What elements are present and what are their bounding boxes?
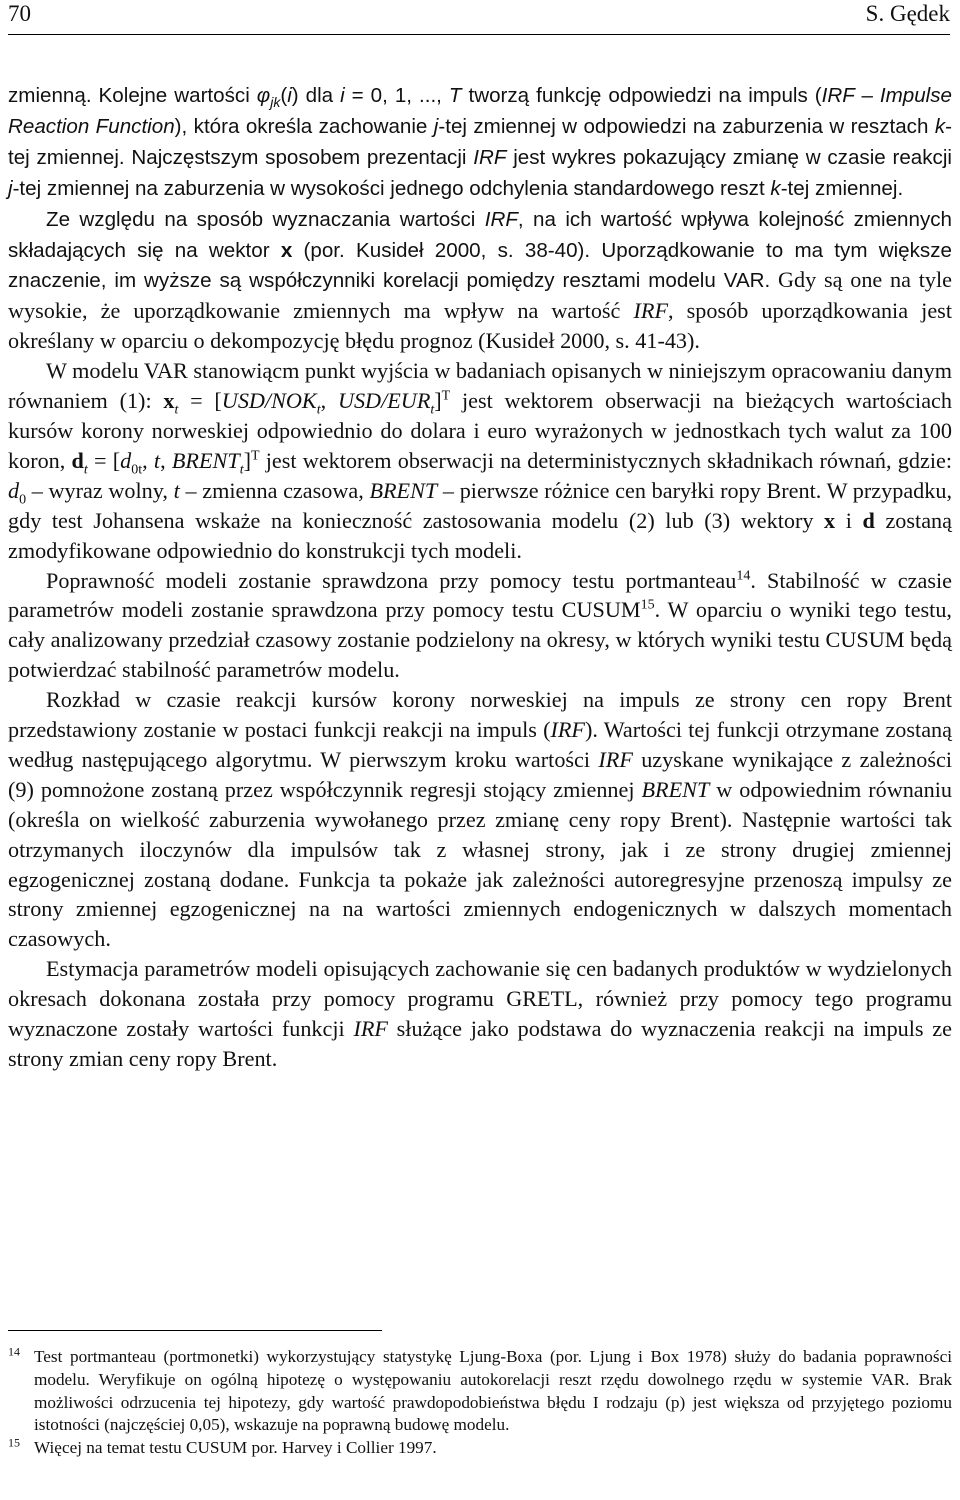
page-header <box>8 0 950 35</box>
paragraph-variable-ordering: Ze względu na sposób wyznaczania wartości IRF, na ich wartość wpływa kolejność zmiennych składających się na wektor x (por. Kusideł 2000, s. 38-40). Uporządkowanie to ma tym większe znaczenie, im wyższe są współczynniki korelacji pomiędzy resztami modelu VAR. Gdy są one na tyle wysokie, że uporządkowanie zmiennych ma wpływ na wartość IRF, sposób uporządkowania jest określany w oparciu o dekompozycję błędu prognoz (Kusideł 2000, s. 41-43). <box>8 207 952 354</box>
paragraph-irf-definition: zmienną. Kolejne wartości $\varphi_{jk}(i)$ dla i = 0, 1, ..., T tworzą funkcję odpowiedzi na impuls (IRF – Impulse Reaction Function), która określa zachowanie j-tej zmiennej w odpowiedzi na zaburzenia w resztach k-tej zmiennej. Najczęstszym sposobem prezentacji IRF jest wykres pokazujący zmianę w czasie reakcji j-tej zmiennej na zaburzenia w wysokości jednego odchylenia standardowego reszt k-tej zmiennej. <box>8 84 952 200</box>
footnote-14-number: 14 <box>8 1344 20 1359</box>
running-author: S. Gędek <box>865 1 950 26</box>
footnote-14 <box>8 1346 952 1437</box>
paragraph-estimation: Estymacja parametrów modeli opisujących zachowanie się cen badanych produktów w wydzielonych okresach dokonana została przy pomocy programu GRETL, również przy pomocy tego programu wyznaczone zostały wartości funkcji IRF służące jako podstawa do wyznaczenia reakcji na impuls ze strony zmian ceny ropy Brent. <box>8 956 952 1071</box>
paragraph-response-distribution: Rozkład w czasie reakcji kursów korony norweskiej na impuls ze strony cen ropy Brent przedstawiony zostanie w postaci funkcji reakcji na impuls (IRF). Wartości tej funkcji otrzymane zostaną według następującego algorytmu. W pierwszym kroku wartości IRF uzyskane wynikające z zależności (9) pomnożone zostaną przez współczynnik regresji stojący zmiennej BRENT w odpowiednim równaniu (określa on wielkość zaburzenia wywołanego przez zmianę ceny ropy Brent). Następnie wartości tak otrzymanych iloczynów dla impulsów tak z własnej strony, jak i ze strony drugiej zmiennej egzogenicznej zostaną dodane. Funkcja ta pokaże jak zależności autoregresyjne przenoszą impulsy ze strony zmiennej egzogenicznej na na wartości zmiennych endogenicznych w dalszych momentach czasowych. <box>8 687 953 952</box>
footnotes <box>8 1346 952 1460</box>
footnote-15-text: Więcej na temat testu CUSUM por. Harvey i Collier 1997. <box>34 1438 437 1458</box>
footnote-separator <box>8 1330 382 1331</box>
body-text <box>8 80 952 1074</box>
paragraph-portmanteau: Poprawność modeli zostanie sprawdzona przy pomocy testu portmanteau$^{14}$. Stabilność w czasie parametrów modeli zostanie sprawdzona przy pomocy testu CUSUM$^{15}$. W oparciu o wyniki tego testu, cały analizowany przedział czasowy zostanie podzielony na okresy, w których wyniki testu CUSUM będą potwierdzać stabilność parametrów modelu. <box>8 567 952 683</box>
page-number: 70 <box>8 1 31 26</box>
footnote-15-number: 15 <box>8 1435 20 1450</box>
footnote-14-text: Test portmanteau (portmonetki) wykorzystujący statystykę Ljung-Boxa (por. Ljung i Box 1978) służy do badania poprawności modelu. Weryfikuje on ogólną hipotezę o występowaniu autokorelacji reszt rzędu dowolnego rzędu w systemie VAR. Brak możliwości odrzucenia tej hipotezy, gdy wartość prawdopodobieństwa błędu I rodzaju (p) jest większa od przyjętego poziomu istotności (najczęściej 0,05), wskazuje na poprawną budowę modelu. <box>34 1347 952 1435</box>
footnote-15 <box>8 1437 952 1460</box>
paragraph-var-model: W modelu VAR stanowiącm punkt wyjścia w badaniach opisanych w niniejszym opracowaniu danym równaniem (1): $x_t = [USD/NOK_t$, USD/$EUR_t]^T$ jest wektorem obserwacji na bieżących wartościach kursów korony norweskiej odpowiednio do dolara i euro wyrażonych w jednostkach tych walut za 100 koron, $d_t = [d_{0t}$, t, $BRENT_t]^T$ jest wektorem obserwacji na deterministycznych składnikach równań, gdzie: $d_0$ – wyraz wolny, t – zmienna czasowa, BRENT – pierwsze różnice cen baryłki ropy Brent. W przypadku, gdy test Johansena wskaże na konieczność zastosowania modelu (2) lub (3) wektory x i d zostaną zmodyfikowane odpowiednio do konstrukcji tych modeli. <box>8 358 953 563</box>
